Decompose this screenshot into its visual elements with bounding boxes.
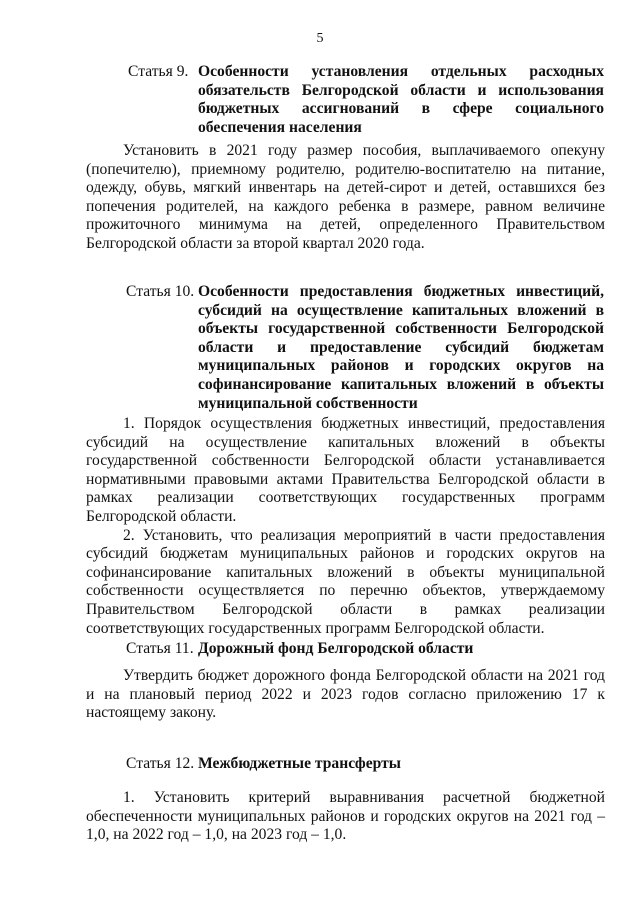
article-label: Статья 9.: [128, 63, 189, 80]
article-label: Статья 11.: [126, 640, 194, 657]
article-body: [86, 667, 605, 723]
article-body: [86, 415, 605, 638]
article-label: Статья 10.: [126, 283, 195, 300]
article-body: [86, 142, 605, 254]
article-paragraph: Установить в 2021 году размер пособия, выплачиваемого опекуну (попечителю), приемному родителю, родителю-воспитателю на питание, одежду, обувь, мягкий инвентарь на детей-сирот и детей, оставшихся без попечения родителей, на каждого ребенка в размере, равном величине прожиточного минимума на детей, определенного Правительством Белгородской области за второй квартал 2020 года.: [86, 142, 605, 252]
article-title: Дорожный фонд Белгородской области: [198, 640, 474, 657]
article-body: [86, 789, 605, 845]
page-number: 5: [316, 31, 324, 46]
article-label: Статья 12.: [126, 755, 195, 772]
article-title: Межбюджетные трансферты: [198, 755, 401, 772]
article-paragraph: 1. Порядок осуществления бюджетных инвестиций, предоставления субсидий на осуществление капитальных вложений в объекты государственной собственности Белгородской области устанавливается нормативными правовыми актами Правительства Белгородской области в рамках реализации соответствующих государственных программ Белгородской области.: [86, 415, 605, 525]
article-paragraph: 2. Установить, что реализация мероприятий в части предоставления субсидий бюджетам муниципальных районов и городских округов на софинансирование капитальных вложений в объекты муниципальной собственности осуществляется по перечню объектов, утверждаемому Правительством Белгородской области в рамках реализации соответствующих государственных программ Белгородской области.: [86, 526, 605, 637]
article-title: Особенности установления отдельных расходных обязательств Белгородской области и использования бюджетных ассигнований в сфере социального обеспечения населения: [198, 63, 604, 136]
article-paragraph: 1. Установить критерий выравнивания расчетной бюджетной обеспеченности муниципальных районов и городских округов на 2021 год – 1,0, на 2022 год – 1,0, на 2023 год – 1,0.: [86, 789, 605, 844]
article-title: Особенности предоставления бюджетных инвестиций, субсидий на осуществление капитальных вложений в объекты государственной собственности Белгородской области и предоставление субсидий бюджетам муниципальных районов и городских округов на софинансирование капитальных вложений в объекты муниципальной собственности: [198, 283, 604, 412]
article-paragraph: Утвердить бюджет дорожного фонда Белгородской области на 2021 год и на плановый период 2022 и 2023 годов согласно приложению 17 к настоящему закону.: [86, 667, 605, 722]
